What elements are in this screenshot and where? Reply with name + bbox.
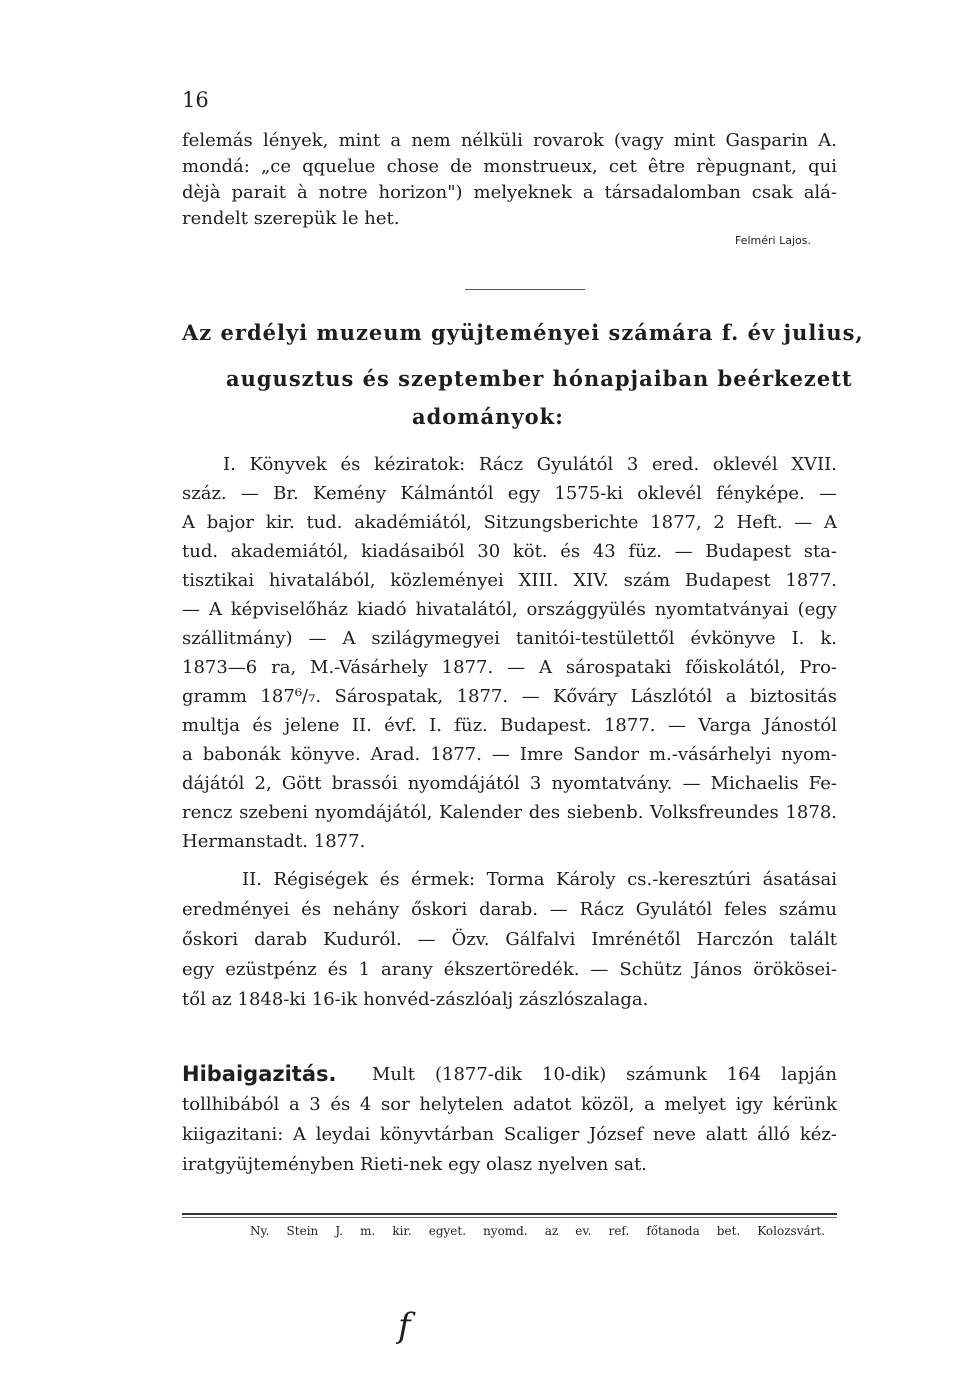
intro-line-2: mondá: „ce qquelue chose de monstrueux, cet être rèpugnant, qui [182,156,837,177]
section1-line-3: A bajor kir. tud. akadémiától, Sitzungsberichte 1877, 2 Heft. — A [182,512,837,533]
section1-line-10: multja és jelene II. évf. I. füz. Budapest. 1877. — Varga Jánostól [182,715,837,736]
erratum-first-line: Mult (1877-dik 10-dik) számunk 164 lapján [372,1064,837,1085]
intro-line-4: rendelt szerepük le het. [182,208,400,229]
section1-line-2: száz. — Br. Kemény Kálmántól egy 1575-ki oklevél fényképe. — [182,483,837,504]
section1-line-9: gramm 187⁶/₇. Sárospatak, 1877. — Kőváry Lászlótól a biztositás [182,686,837,707]
section2-line-2: eredményei és nehány őskori darab. — Rácz Gyulától feles számu [182,899,837,920]
title-line-1: Az erdélyi muzeum gyüjteményei számára f. év julius, [182,320,864,345]
section1-line-11: a babonák könyve. Arad. 1877. — Imre Sandor m.-vásárhelyi nyom- [182,744,837,765]
erratum-line-2: tollhibából a 3 és 4 sor helytelen adatot közöl, a melyet igy kérünk [182,1094,837,1115]
section1-line-13: rencz szebeni nyomdájától, Kalender des siebenb. Volksfreundes 1878. [182,802,837,823]
erratum-line-3: kiigazitani: A leydai könyvtárban Scaliger József neve alatt álló kéz- [182,1124,837,1145]
section1-line-5: tisztikai hivatalából, közleményei XIII. XIV. szám Budapest 1877. [182,570,837,591]
signature-mark: f [398,1306,411,1346]
section2-line-1: II. Régiségek és érmek: Torma Károly cs.-keresztúri ásatásai [242,869,837,890]
footer-rule-thin [182,1217,837,1218]
intro-line-1: felemás lények, mint a nem nélküli rovarok (vagy mint Gasparin A. [182,130,837,151]
section1-line-4: tud. akademiától, kiadásaiból 30 köt. és 43 füz. — Budapest sta- [182,541,837,562]
erratum-line-4: iratgyüjteményben Rieti-nek egy olasz nyelven sat. [182,1154,648,1175]
signature: Felméri Lajos. [735,234,811,247]
intro-line-3: dèjà parait à notre horizon") melyeknek a társadalomban csak alá- [182,182,837,203]
page-number: 16 [182,88,209,112]
erratum-label: Hibaigazitás. [182,1062,337,1086]
section2-line-4: egy ezüstpénz és 1 arany ékszertöredék. — Schütz János örökösei- [182,959,837,980]
section1-line-7: szállitmány) — A szilágymegyei tanitói-testülettől évkönyve I. k. [182,628,837,649]
section1-line-12: dájától 2, Gött brassói nyomdájától 3 nyomtatvány. — Michaelis Fe- [182,773,837,794]
title-line-2: augusztus és szeptember hónapjaiban beérkezett [226,366,853,391]
section2-line-3: őskori darab Kuduról. — Özv. Gálfalvi Imrénétől Harczón talált [182,929,837,950]
footer-rule-thick [182,1213,837,1215]
section1-line-14: Hermanstadt. 1877. [182,831,366,852]
section1-line-8: 1873—6 ra, M.-Vásárhely 1877. — A sárospataki főiskolától, Pro- [182,657,837,678]
section-divider [465,289,585,290]
section1-line-1: I. Könyvek és kéziratok: Rácz Gyulától 3 ered. oklevél XVII. [223,454,837,475]
title-line-3: adományok: [412,404,564,429]
section2-line-5: től az 1848-ki 16-ik honvéd-zászlóalj zászlószalaga. [182,989,649,1010]
section1-line-6: — A képviselőház kiadó hivatalától, országgyülés nyomtatványai (egy [182,599,837,620]
printer-imprint: Ny. Stein J. m. kir. egyet. nyomd. az ev. ref. főtanoda bet. Kolozsvárt. [250,1224,825,1238]
